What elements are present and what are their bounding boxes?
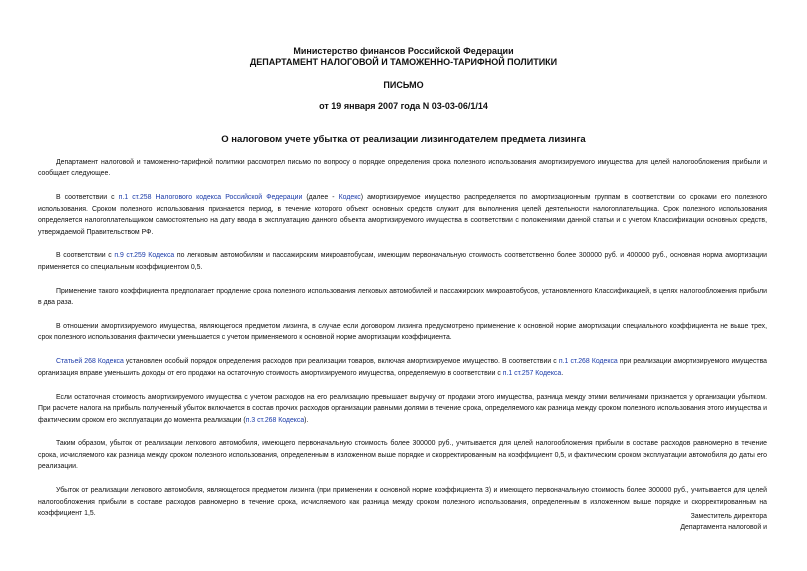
paragraph-2-text-b: (далее -	[302, 194, 339, 202]
link-p1-art268[interactable]: п.1 ст.268 Кодекса	[558, 358, 618, 366]
paragraph-7-text-a: Если остаточная стоимость амортизируемого имущества с учетом расходов на его реализацию превышает выручку от продажи этого имущества, разница между этими величинами признается у организации убытком. При расчете налога на прибыль полученный убыток включается в состав прочих расходов организации равными долями в течение срока, определяемого как разница между сроком полезного использования этого имущества и фактическим сроком его эксплуатации до момента реализации (	[38, 393, 767, 424]
paragraph-8: Таким образом, убыток от реализации легкового автомобиля, имеющего первоначальную стоимость более 300000 руб., учитывается для целей налогообложения прибыли в составе расходов равномерно в течение срока, исчисляемого как разница между сроком полезного использования, определенным в изложенном выше порядке и скорректированным на коэффициент 0,5, и фактическим сроком эксплуатации автомобиля до даты его реализации.	[38, 440, 767, 471]
link-art268[interactable]: Статьей 268 Кодекса	[56, 358, 124, 366]
paragraph-6	[38, 356, 767, 379]
paragraph-1: Департамент налоговой и таможенно-тарифной политики рассмотрел письмо по вопросу о порядке определения срока полезного использования амортизируемого имущества для целей налогообложения прибыли и сообщает следующее.	[38, 159, 767, 178]
paragraph-3-text-a: В соответствии с	[56, 252, 115, 260]
paragraph-2	[38, 192, 767, 238]
paragraph-7-text-b: ).	[304, 416, 309, 424]
link-p1-art258-tax-code[interactable]: п.1 ст.258 Налогового кодекса Российской Федерации	[118, 194, 303, 202]
signature-department: Департамента налоговой и	[680, 524, 767, 532]
document-body	[38, 157, 767, 532]
document-subject: О налоговом учете убытка от реализации лизингодателем предмета лизинга	[221, 134, 586, 145]
link-p3-art268[interactable]: п.3 ст.268 Кодекса	[245, 416, 305, 424]
document-date-number: от 19 января 2007 года N 03-03-06/1/14	[319, 101, 488, 111]
link-p9-art259[interactable]: п.9 ст.259 Кодекса	[114, 252, 175, 260]
link-kodeks[interactable]: Кодекс	[338, 194, 361, 202]
paragraph-7	[38, 392, 767, 426]
paragraph-6-text-c: .	[561, 369, 564, 377]
paragraph-5: В отношении амортизируемого имущества, являющегося предметом лизинга, в случае если договором лизинга предусмотрено применение к основной норме амортизации специального коэффициента не выше трех, срок полезного использования фактически уменьшается с учетом применяемого к основной норме амортизации коэффициента.	[38, 323, 767, 342]
paragraph-3-text-b: по легковым автомобилям и пассажирским микроавтобусам, имеющим первоначальную стоимость соответственно более 300000 руб. и 400000 руб., основная норма амортизации применяется со специальным коэффициентом 0,5.	[38, 252, 767, 271]
paragraph-6-text-a: установлен особый порядок определения расходов при реализации товаров, включая амортизируемое имущество. В соответствии с	[123, 358, 559, 366]
paragraph-6-text-b: при реализации амортизируемого имущества организация вправе уменьшить доходы от его продажи на остаточную стоимость амортизируемого имущества, определяемую в соответствии с	[38, 358, 767, 377]
ministry-name: Министерство финансов Российской Федерации	[293, 46, 514, 56]
paragraph-3	[38, 250, 767, 273]
paragraph-4: Применение такого коэффициента предполагает продление срока полезного использования легковых автомобилей и пассажирских микроавтобусов, установленного Классификацией, в целях налогообложения прибыли в два раза.	[38, 287, 767, 307]
signature-title: Заместитель директора	[690, 513, 767, 520]
document-type: ПИСЬМО	[383, 80, 424, 90]
signature-block	[680, 511, 767, 534]
department-name: ДЕПАРТАМЕНТ НАЛОГОВОЙ И ТАМОЖЕННО-ТАРИФНОЙ ПОЛИТИКИ	[249, 57, 558, 67]
link-p1-art257[interactable]: п.1 ст.257 Кодекса	[502, 369, 562, 377]
paragraph-2-text-a: В соответствии с	[56, 194, 119, 202]
paragraph-2-text-c: ) амортизируемое имущество распределяется по амортизационным группам в соответствии со сроками его полезного использования. Сроком полезного использования признается период, в течение которого объект основных средств служит для выполнения целей деятельности налогоплательщика. Срок полезного использования определяется налогоплательщиком самостоятельно на дату ввода в эксплуатацию данного объекта амортизируемого имущества в соответствии с положениями данной статьи и с учетом Классификации основных средств, утверждаемой Правительством РФ.	[38, 194, 768, 236]
paragraph-9: Убыток от реализации легкового автомобиля, являющегося предметом лизинга (при применении к основной норме коэффициента 3) и имеющего первоначальную стоимость более 300000 руб., учитывается для целей налогообложения прибыли в составе расходов равномерно в течение срока, исчисляемого как разница между сроком полезного использования, определенным в изложенном выше порядке и скорректированным на коэффициент 1,5.	[38, 487, 767, 517]
